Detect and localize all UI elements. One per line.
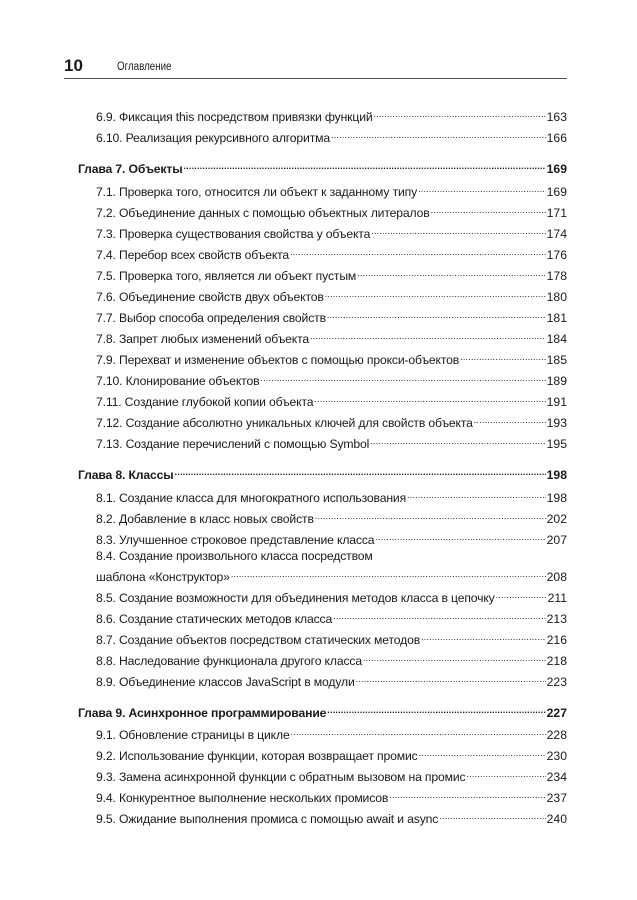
dot-leader [375,529,545,544]
dot-leader [374,106,546,121]
toc-entry-title: 6.10. Реализация рекурсивного алгоритма [96,131,331,145]
dot-leader [310,328,546,343]
toc-entry-title: 9.4. Конкурентное выполнение нескольких промисов [96,791,389,805]
toc-entry[interactable] [96,412,567,431]
toc-entry[interactable] [96,587,567,606]
toc-entry[interactable] [96,671,567,690]
dot-leader [407,487,546,502]
dot-leader [175,464,546,479]
toc-entry-page: 191 [546,395,567,409]
toc-entry-page: 180 [546,290,567,304]
toc-entry-title: 9.1. Обновление страницы в цикле [96,728,290,742]
toc-entry-title: 9.2. Использование функции, которая возвращает промис [96,749,418,763]
dot-leader [466,766,545,781]
header-rule [64,78,567,79]
toc-entry[interactable] [96,307,567,326]
toc-entry[interactable] [96,508,567,527]
toc-entry-title: 7.9. Перехват и изменение объектов с помощью прокси-объектов [96,353,460,367]
toc-chapter-page: 227 [546,706,567,720]
toc-entry[interactable] [96,181,567,200]
dot-leader [327,307,546,322]
dot-leader [314,391,545,406]
toc-entry[interactable] [96,529,567,548]
toc-entry[interactable] [96,349,567,368]
dot-leader [363,650,546,665]
toc-entry-page: 211 [547,591,567,605]
toc-entry-title: 7.1. Проверка того, относится ли объект к заданному типу [96,185,418,199]
toc-chapter-7[interactable] [78,158,567,177]
toc-entry-page: 230 [546,749,567,763]
toc-entry-page: 234 [546,770,567,784]
toc-entry-page: 218 [546,654,567,668]
dot-leader [389,787,545,802]
toc-entry-page: 174 [546,227,567,241]
toc-entry-title: 8.6. Создание статических методов класса [96,612,333,626]
page-number: 10 [64,56,83,75]
toc-entry-title: 7.6. Объединение свойств двух объектов [96,290,324,304]
toc-entry-page: 213 [546,612,567,626]
dot-leader [370,433,545,448]
toc-entry-page: 198 [546,491,567,505]
toc-entry[interactable] [96,391,567,410]
toc-entry-title: 9.3. Замена асинхронной функции с обратным вызовом на промис [96,770,466,784]
toc-entry-page: 181 [546,311,567,325]
toc-entry-title: 6.9. Фиксация this посредством привязки функций [96,110,373,124]
toc-chapter-8[interactable] [78,464,567,483]
toc-entry-page: 216 [546,633,567,647]
toc-chapter-title: Глава 9. Асинхронное программирование [78,706,327,720]
toc-entry[interactable] [96,724,567,743]
toc-entry[interactable] [96,106,567,125]
dot-leader [331,127,546,142]
dot-leader [325,286,546,301]
toc-entry-title: 7.12. Создание абсолютно уникальных ключей для свойств объекта [96,416,473,430]
dot-leader [183,158,545,173]
toc-entry[interactable] [96,745,567,764]
toc-entry-page: 163 [546,110,567,124]
toc-entry-page: 171 [546,206,567,220]
toc-entry-title: 8.7. Создание объектов посредством статических методов [96,633,421,647]
toc-entry[interactable] [96,265,567,284]
toc-entry-page: 166 [546,131,567,145]
toc-entry-page: 185 [546,353,567,367]
dot-leader [231,566,546,581]
toc-entry-page: 178 [546,269,567,283]
toc-entry-page: 195 [546,437,567,451]
toc-entry-title: 7.11. Создание глубокой копии объекта [96,395,314,409]
toc-entry[interactable] [96,433,567,452]
dot-leader [315,508,546,523]
toc-entry-title: 8.2. Добавление в класс новых свойств [96,512,314,526]
toc-entry-page: 228 [546,728,567,742]
dot-leader [439,808,545,823]
toc-entry[interactable] [96,766,567,785]
toc-entry-page: 169 [546,185,567,199]
toc-entry[interactable] [96,244,567,263]
toc-entry-title: 9.5. Ожидание выполнения промиса с помощью await и async [96,812,439,826]
toc-entry-title: 7.2. Объединение данных с помощью объектных литералов [96,206,430,220]
running-title: Оглавление [117,61,172,73]
toc-entry-title: 7.7. Выбор способа определения свойств [96,311,326,325]
dot-leader [290,244,546,259]
dot-leader [260,370,545,385]
toc-entry[interactable] [96,629,567,648]
toc-entry[interactable] [96,127,567,146]
dot-leader [460,349,546,364]
toc-entry-page: 184 [546,332,567,346]
toc-entry-title-line2: шаблона «Конструктор» [96,570,230,584]
toc-entry-page: 193 [546,416,567,430]
toc-entry[interactable] [96,808,567,827]
toc-entry-title: 8.1. Создание класса для многократного использования [96,491,407,505]
toc-entry-page: 202 [546,512,567,526]
dot-leader [356,671,546,686]
dot-leader [371,223,545,238]
toc-entry-page: 223 [546,675,567,689]
toc-entry-page: 237 [546,791,567,805]
toc-entry-title: 8.5. Создание возможности для объединения методов класса в цепочку [96,591,495,605]
toc-entry-title: 7.5. Проверка того, является ли объект пустым [96,269,357,283]
toc-entry[interactable] [96,487,567,506]
toc-chapter-title: Глава 7. Объекты [78,162,183,176]
toc-entry[interactable] [96,650,567,669]
toc-entry[interactable] [96,202,567,221]
toc-entry-title: 8.9. Объединение классов JavaScript в модули [96,675,355,689]
toc-entry[interactable] [96,370,567,389]
dot-leader [418,181,546,196]
toc-entry[interactable] [96,787,567,806]
dot-leader [419,745,546,760]
toc-entry-page: 189 [546,374,567,388]
toc-entry[interactable] [96,328,567,347]
dot-leader [474,412,546,427]
toc-entry-page: 207 [546,533,567,547]
dot-leader [357,265,546,280]
toc-entry-title: 7.8. Запрет любых изменений объекта [96,332,310,346]
dot-leader [431,202,546,217]
dot-leader [291,724,546,739]
toc-entry-title: 7.10. Клонирование объектов [96,374,260,388]
toc-entry-title: 7.13. Создание перечислений с помощью Symbol [96,437,370,451]
toc-entry-title: 7.3. Проверка существования свойства у объекта [96,227,371,241]
toc-entry-title: 7.4. Перебор всех свойств объекта [96,248,290,262]
toc-entry[interactable] [96,549,567,584]
toc-entry[interactable] [96,286,567,305]
dot-leader [421,629,546,644]
toc-entry[interactable] [96,608,567,627]
toc-entry[interactable] [96,223,567,242]
page-header [64,56,567,78]
dot-leader [327,702,545,717]
toc-entry-title: 8.3. Улучшенное строковое представление класса [96,533,375,547]
toc-chapter-page: 169 [546,162,567,176]
dot-leader [496,587,547,602]
dot-leader [333,608,546,623]
toc-entry-page: 176 [546,248,567,262]
toc-chapter-title: Глава 8. Классы [78,468,174,482]
toc-entry-title-line1: 8.4. Создание произвольного класса посредством [96,549,373,563]
toc-entry-page: 240 [546,812,567,826]
toc-chapter-page: 198 [546,468,567,482]
toc-chapter-9[interactable] [78,702,567,721]
toc-entry-page: 208 [546,570,567,584]
toc-entry-title: 8.8. Наследование функционала другого класса [96,654,362,668]
